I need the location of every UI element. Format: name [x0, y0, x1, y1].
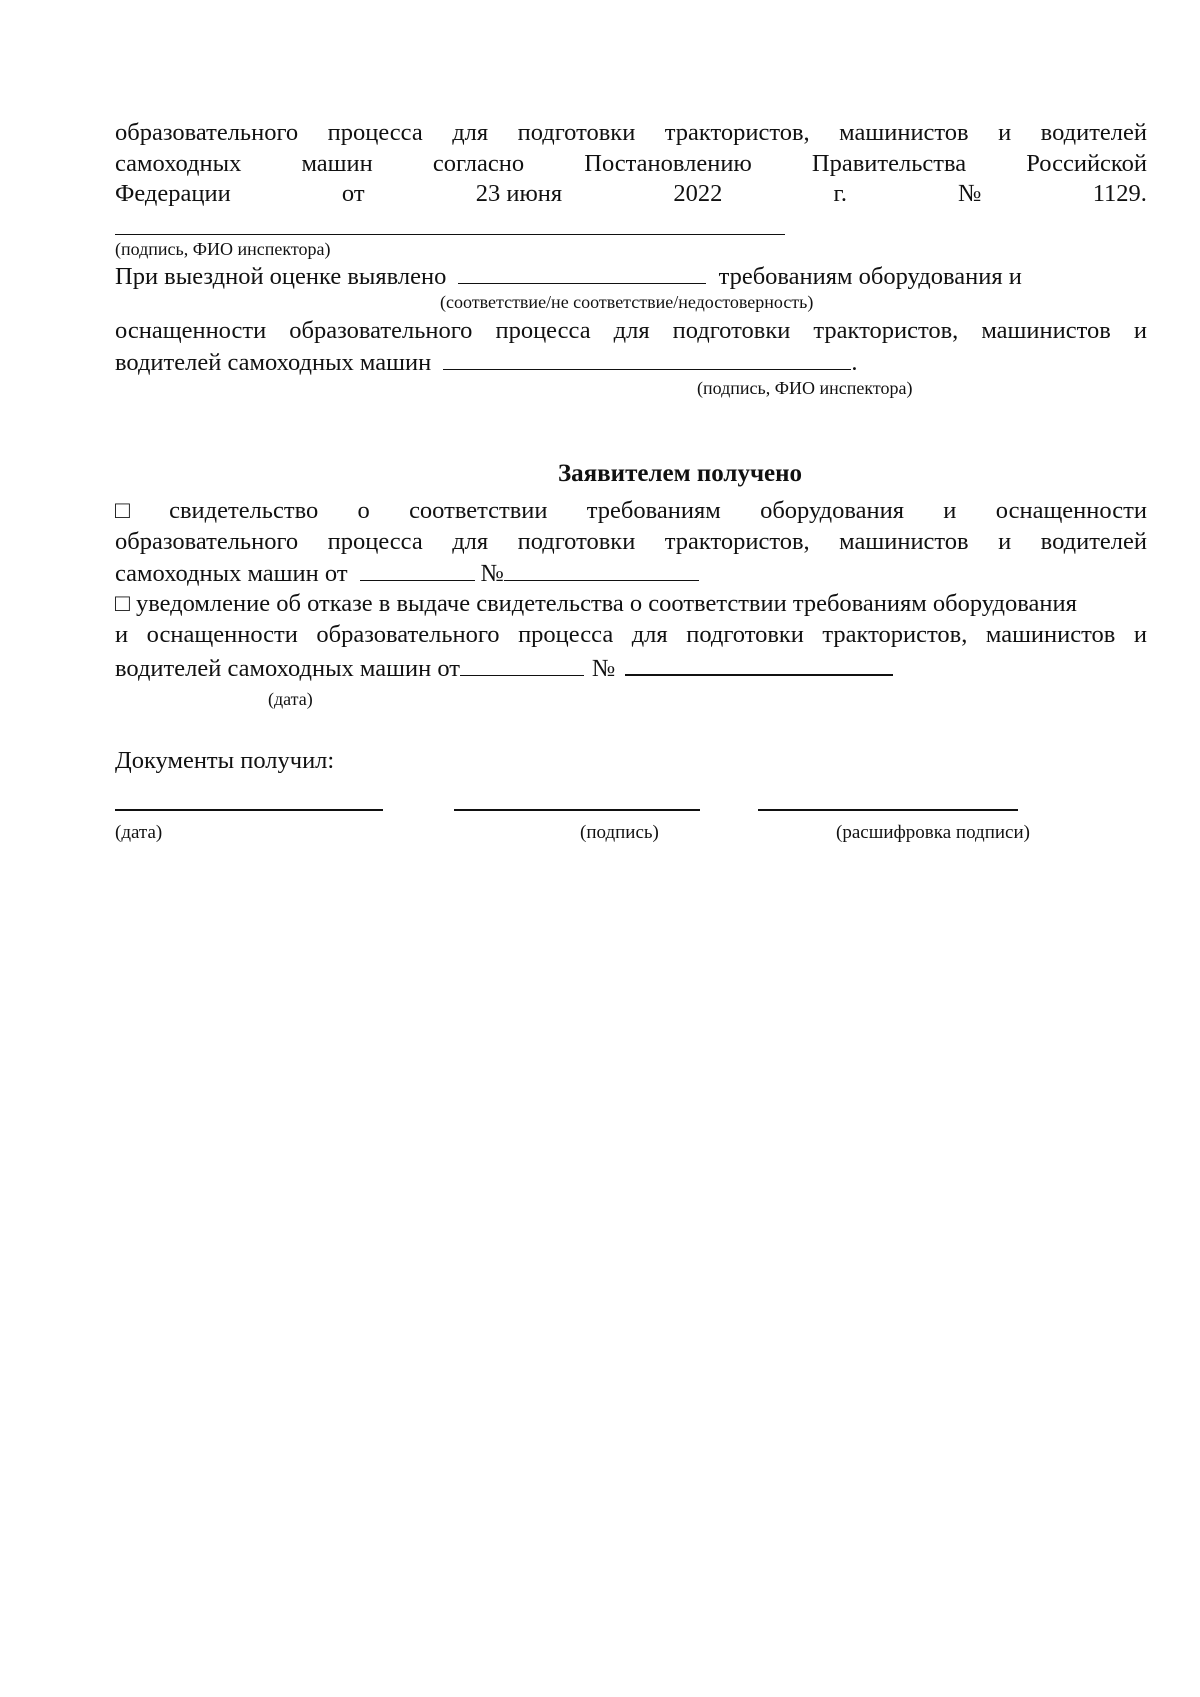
inspector-signature-caption: (подпись, ФИО инспектора)	[115, 239, 331, 259]
word: водителей	[1040, 528, 1147, 555]
word: подготовки	[686, 621, 804, 648]
received-signature-caption: (подпись)	[580, 822, 659, 843]
received-item-1-line-1	[115, 496, 1147, 526]
word: Постановлению	[584, 150, 752, 177]
word: и	[115, 621, 129, 648]
received-item-1-line-3	[115, 558, 1147, 589]
word: процесса	[327, 119, 423, 146]
word: для	[452, 528, 489, 555]
checkbox-certificate[interactable]: □	[115, 497, 130, 524]
onsite-assessment-label: При выездной оценке выявлено	[115, 263, 447, 290]
number-sign: №	[591, 655, 616, 682]
word: машинистов	[839, 528, 969, 555]
word: свидетельство	[169, 497, 319, 524]
word: и	[1133, 621, 1147, 648]
top-paragraph-line-3	[115, 179, 1147, 209]
word: оснащенности	[115, 317, 267, 344]
word: и	[1133, 317, 1147, 344]
refusal-notice-text: уведомление об отказе в выдаче свидетельства о соответствии требованиям оборудования	[135, 590, 1077, 617]
word: оснащенности	[995, 497, 1147, 524]
top-paragraph-line-2	[115, 149, 1147, 179]
word: процесса	[327, 528, 423, 555]
word: и	[998, 119, 1012, 146]
word: для	[613, 317, 650, 344]
word: трактористов,	[664, 528, 810, 555]
onsite-assessment-label-end: требованиям оборудования и	[718, 263, 1022, 290]
section-heading: Заявителем получено	[557, 460, 803, 487]
word: образовательного	[289, 317, 473, 344]
word: и	[943, 497, 957, 524]
word: водителей	[1040, 119, 1147, 146]
word: машин	[301, 150, 373, 177]
certificate-number-field[interactable]	[504, 558, 699, 581]
refusal-date-field[interactable]	[460, 653, 584, 676]
onsite-inspector-signature-field[interactable]	[443, 347, 851, 370]
word: соответствии	[409, 497, 548, 524]
word: для	[631, 621, 668, 648]
word: оборудования	[760, 497, 904, 524]
word: Правительства	[811, 150, 967, 177]
certificate-date-label: самоходных машин от	[115, 560, 348, 587]
word: согласно	[432, 150, 525, 177]
received-signature-line[interactable]	[454, 809, 700, 811]
assessment-options-caption: (соответствие/не соответствие/недостоверность)	[440, 292, 814, 312]
word: образовательного	[115, 528, 299, 555]
refusal-number-field[interactable]	[625, 652, 893, 676]
onsite-signature-caption: (подпись, ФИО инспектора)	[697, 378, 913, 398]
word: трактористов,	[664, 119, 810, 146]
received-item-2-line-3	[115, 652, 1147, 684]
word: процесса	[495, 317, 591, 344]
received-decoding-caption: (расшифровка подписи)	[836, 822, 1030, 843]
number-sign: №	[480, 560, 505, 587]
period: .	[851, 349, 858, 376]
onsite-assessment-line-3	[115, 347, 1147, 378]
word: требованиям	[586, 497, 721, 524]
word: оснащенности	[146, 621, 298, 648]
word: машинистов	[839, 119, 969, 146]
word: 2022	[673, 180, 723, 207]
inspector-signature-line[interactable]	[115, 234, 785, 235]
word: подготовки	[672, 317, 791, 344]
certificate-date-field[interactable]	[360, 558, 475, 581]
word: процесса	[518, 621, 614, 648]
word: подготовки	[517, 528, 636, 555]
word: самоходных	[115, 150, 242, 177]
word: г.	[833, 180, 847, 207]
word: образовательного	[316, 621, 500, 648]
documents-received-label: Документы получил:	[115, 747, 335, 774]
refusal-date-label: водителей самоходных машин от	[115, 655, 460, 682]
word: от	[341, 180, 365, 207]
word: 23 июня	[475, 180, 563, 207]
word: образовательного	[115, 119, 299, 146]
word: 1129.	[1092, 180, 1147, 207]
received-item-2-line-1	[115, 589, 1147, 619]
received-date-caption: (дата)	[115, 822, 163, 843]
onsite-assessment-line-3-label: водителей самоходных машин	[115, 349, 432, 376]
word: трактористов,	[822, 621, 968, 648]
received-item-1-line-2	[115, 527, 1147, 557]
assessment-result-field[interactable]	[458, 261, 706, 284]
word: машинистов	[981, 317, 1111, 344]
word: и	[998, 528, 1012, 555]
word: машинистов	[985, 621, 1116, 648]
word: о	[357, 497, 370, 524]
word: №	[958, 180, 982, 207]
onsite-assessment-line-2	[115, 316, 1147, 346]
checkbox-refusal-notice[interactable]: □	[115, 590, 130, 617]
word: Федерации	[115, 180, 231, 207]
word: Российской	[1026, 150, 1147, 177]
top-paragraph-line-1	[115, 118, 1147, 148]
refusal-date-caption: (дата)	[268, 689, 313, 709]
word: для	[452, 119, 489, 146]
word: трактористов,	[813, 317, 959, 344]
word: подготовки	[517, 119, 636, 146]
onsite-assessment-line-1	[115, 261, 1147, 292]
received-date-line[interactable]	[115, 809, 383, 811]
received-decoding-line[interactable]	[758, 809, 1018, 811]
received-item-2-line-2	[115, 620, 1147, 650]
